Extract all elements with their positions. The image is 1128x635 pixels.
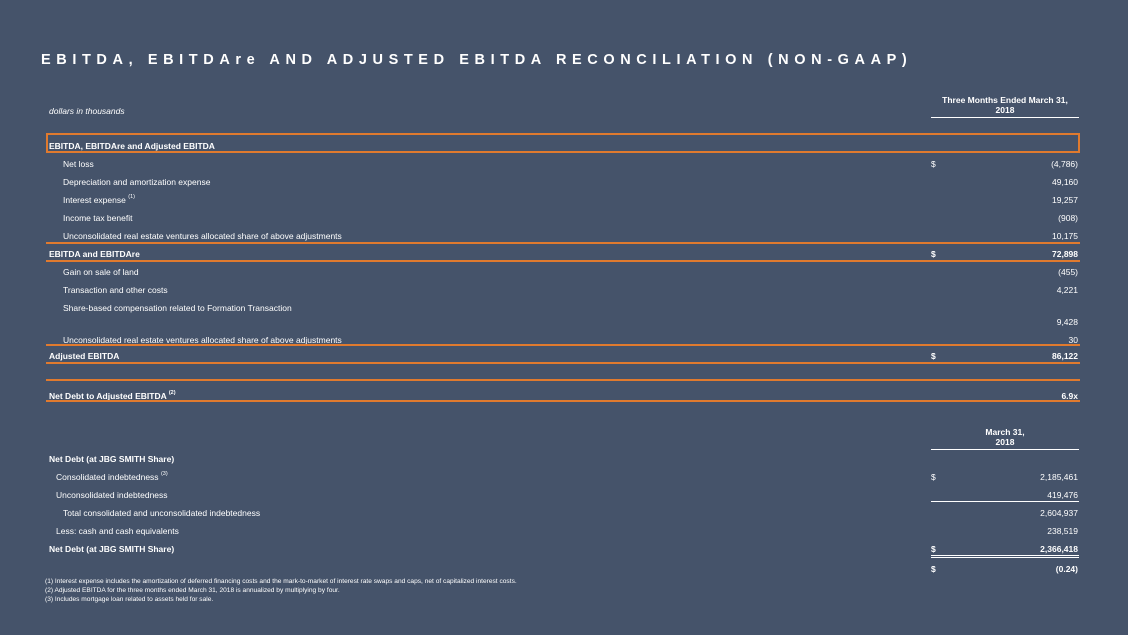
table-row [46,300,1080,330]
row-label: Unconsolidated real estate ventures allocated share of above adjustments [63,231,342,241]
row-value: 2,604,937 [1040,508,1078,518]
row-label-with-note [63,195,135,205]
footnotes [45,577,517,605]
footnote-ref: (1) [128,194,135,200]
divider-line [46,344,1080,346]
dollar-sign: $ [931,564,936,574]
row-value: 9,428 [1056,317,1078,327]
divider-line [46,242,1080,244]
table-row [46,192,1080,208]
footnote-ref: (2) [168,390,176,396]
divider-line [46,260,1080,262]
table-row [46,487,1080,503]
row-value: 30 [1068,335,1078,345]
footnote-ref: (3) [160,471,168,477]
table-row [46,282,1080,298]
column-header-line2: 2018 [995,437,1015,447]
footnote-2: (2) Adjusted EBITDA for the three months ended March 31, 2018 is annualized by multiplying by four. [45,587,340,595]
column-header-line1: March 31, [985,427,1025,437]
dollar-sign: $ [931,249,936,259]
subtotal-value: 72,898 [1052,249,1078,259]
divider-line [46,400,1080,402]
subtotal-label: EBITDA and EBITDAre [49,249,140,259]
double-underline-top [931,555,1079,556]
column-header-march [931,427,1079,450]
row-value: 2,185,461 [1040,472,1078,482]
underline [931,501,1079,502]
extra-row [46,561,1080,577]
table-row [46,505,1080,521]
table-row [46,523,1080,539]
total-value: 86,122 [1052,351,1078,361]
divider-line [46,362,1080,364]
row-value: 419,476 [1047,490,1078,500]
row-value: (908) [1058,213,1078,223]
row-label: Share-based compensation related to Formation Transaction [63,303,292,313]
ratio-value: 6.9x [1061,391,1078,401]
table-row [46,174,1080,190]
column-header-line2: 2018 [995,105,1015,115]
divider-line [46,379,1080,381]
row-value: (455) [1058,267,1078,277]
units-note: dollars in thousands [49,106,125,116]
table-row [46,264,1080,280]
extra-value: (0.24) [1055,564,1078,574]
section-header-label: Net Debt (at JBG SMITH Share) [49,454,175,464]
footnote-1: (1) Interest expense includes the amortization of deferred financing costs and the mark-to-market of interest rate swaps and caps, net of capitalized interest costs. [45,578,517,585]
row-label: Income tax benefit [63,213,133,223]
total-label: Adjusted EBITDA [49,351,120,361]
table-row [46,156,1080,172]
table-row [46,469,1080,485]
row-value: 4,221 [1056,285,1078,295]
ratio-label: Net Debt to Adjusted EBITDA [49,391,167,401]
dollar-sign: $ [931,159,936,169]
row-label: Gain on sale of land [63,267,139,277]
dollar-sign: $ [931,544,936,554]
section-header-row [46,138,1080,154]
row-value: 238,519 [1047,526,1078,536]
row-value: 19,257 [1052,195,1078,205]
footnote-3: (3) Includes mortgage loan related to assets held for sale. [45,596,214,604]
row-label-text: Interest expense [63,195,126,205]
row-value: 10,175 [1052,231,1078,241]
row-label: Total consolidated and unconsolidated indebtedness [63,508,261,518]
total-label: Net Debt (at JBG SMITH Share) [49,544,175,554]
section-header-row [46,451,1080,467]
row-label: Transaction and other costs [63,285,168,295]
row-label: Unconsolidated real estate ventures allocated share of above adjustments [63,335,342,345]
section-header-label: EBITDA, EBITDAre and Adjusted EBITDA [49,141,215,151]
total-value: 2,366,418 [1040,544,1078,554]
total-row [46,541,1080,557]
row-value: 49,160 [1052,177,1078,187]
page-title: EBITDA, EBITDAre AND ADJUSTED EBITDA RECONCILIATION (NON-GAAP) [41,52,913,68]
dollar-sign: $ [931,351,936,361]
row-value: (4,786) [1051,159,1078,169]
double-underline-bottom [931,557,1079,558]
row-label-with-note [56,472,168,482]
row-label: Depreciation and amortization expense [63,177,211,187]
dollar-sign: $ [931,472,936,482]
column-header-line1: Three Months Ended March 31, [942,95,1068,105]
row-label-text: Consolidated indebtedness [56,472,159,482]
row-label: Less: cash and cash equivalents [56,526,179,536]
row-label: Net loss [63,159,94,169]
table-row [46,210,1080,226]
row-label: Unconsolidated indebtedness [56,490,168,500]
column-header-three-months [931,95,1079,118]
